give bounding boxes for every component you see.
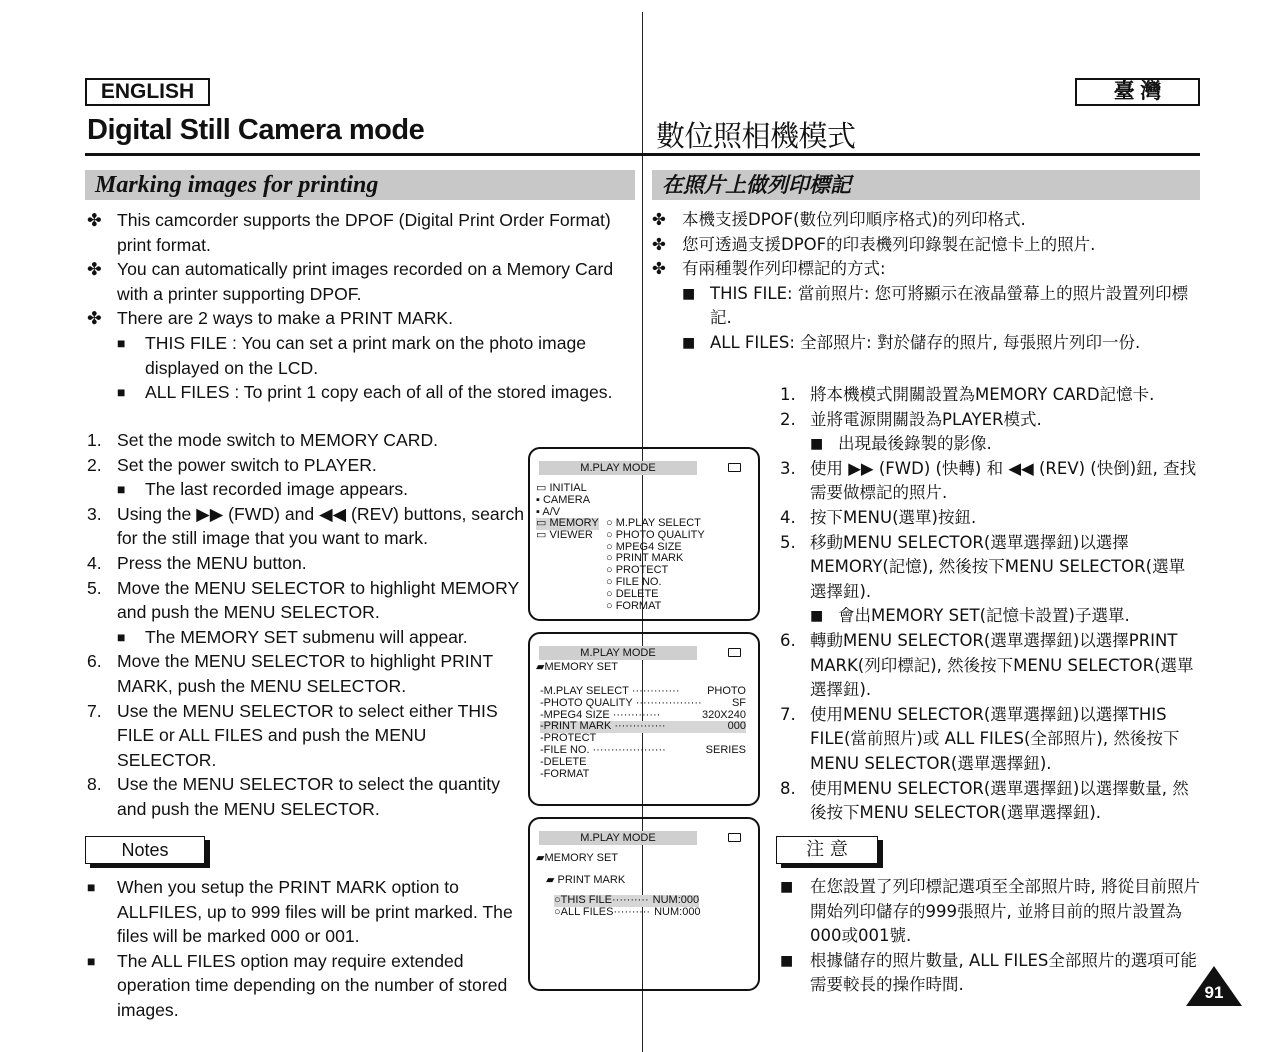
lcd-submenu-label: MPEG4 SIZE bbox=[615, 540, 682, 553]
option-value: NUM:000 bbox=[654, 905, 701, 918]
lcd-setting-row: - DELETE bbox=[540, 757, 746, 769]
lcd-setting-row: - FORMAT bbox=[540, 769, 746, 781]
setting-value: SF bbox=[731, 696, 746, 709]
step-item bbox=[780, 457, 1200, 506]
lcd-heading: ▰MEMORY SET bbox=[536, 852, 619, 864]
steps-list-en bbox=[87, 428, 527, 822]
step-item bbox=[87, 453, 527, 478]
setting-label: PHOTO QUALITY bbox=[543, 696, 633, 709]
item-text: 會出MEMORY SET(記憶卡設置)子選單. bbox=[838, 606, 1130, 626]
item-text: ALL FILES : To print 1 copy each of all of the stored images. bbox=[145, 382, 613, 403]
item-text: 本機支援DPOF(數位列印順序格式)的列印格式. bbox=[682, 210, 1026, 229]
leader-dots: ·········· bbox=[612, 894, 649, 906]
cross-bullet-icon: ✤ bbox=[87, 308, 102, 329]
leader-dots bbox=[586, 757, 746, 769]
page-title-en: Digital Still Camera mode bbox=[87, 114, 425, 146]
step-item bbox=[780, 383, 1200, 408]
leader-dots: ·············· bbox=[614, 721, 666, 733]
lcd-screen-print-mark bbox=[528, 817, 760, 991]
step-item bbox=[87, 649, 527, 698]
bullet-item bbox=[652, 233, 1192, 258]
page-number: 91 bbox=[1204, 983, 1224, 1002]
setting-value: 320X240 bbox=[701, 708, 746, 721]
option-label: THIS FILE bbox=[560, 894, 612, 906]
bullet-item bbox=[87, 208, 617, 257]
sub-bullet-item bbox=[87, 380, 617, 405]
leader-dots: ···················· bbox=[592, 745, 666, 756]
lcd-submenu-item: ○ M.PLAY SELECT bbox=[606, 517, 701, 529]
lcd-menu-item: ▭ MEMORY bbox=[536, 517, 599, 530]
step-number: 2. bbox=[87, 454, 102, 475]
cross-bullet-icon: ✤ bbox=[87, 259, 102, 280]
step-number: 1. bbox=[87, 430, 102, 450]
bullet-item bbox=[652, 257, 1192, 282]
lcd-setting-row: - PHOTO QUALITY ·················· SF bbox=[540, 696, 746, 709]
lcd-title: M.PLAY MODE bbox=[539, 461, 697, 475]
step-item bbox=[87, 699, 527, 773]
sub-bullet-item bbox=[87, 477, 527, 502]
note-text: 根據儲存的照片數量, ALL FILES全部照片的選項可能需要較長的操作時間. bbox=[810, 950, 1197, 995]
item-text: 使用 ▶▶ (FWD) (快轉) 和 ◀◀ (REV) (快倒)鈕, 查找需要做標記的照片. bbox=[810, 458, 1197, 503]
item-text: Use the MENU SELECTOR to select the quantity and push the MENU SELECTOR. bbox=[117, 774, 500, 819]
lcd-setting-row: - PRINT MARK ·············· 000 bbox=[540, 720, 746, 733]
step-number: 7. bbox=[780, 704, 796, 724]
bullet-item bbox=[652, 208, 1192, 233]
setting-label: FORMAT bbox=[543, 767, 590, 780]
step-number: 7. bbox=[87, 700, 102, 721]
lcd-menu-item: ▭ VIEWER bbox=[536, 529, 593, 542]
lcd-setting-row: - MPEG4 SIZE ············· 320X240 bbox=[540, 708, 746, 721]
bullet-item bbox=[87, 306, 617, 331]
item-text: Set the power switch to PLAYER. bbox=[117, 454, 377, 475]
square-bullet-icon: ■ bbox=[87, 952, 96, 969]
square-bullet-icon: ■ bbox=[87, 879, 96, 895]
item-text: ALL FILES: 全部照片: 對於儲存的照片, 每張照片列印一份. bbox=[710, 332, 1141, 352]
note-item bbox=[780, 875, 1200, 949]
item-text: 並將電源開關設為PLAYER模式. bbox=[810, 409, 1042, 429]
language-label-taiwan: 臺 灣 bbox=[1075, 78, 1200, 106]
sub-bullet-item bbox=[652, 331, 1192, 356]
square-bullet-icon: ■ bbox=[117, 628, 126, 645]
battery-icon bbox=[728, 833, 741, 842]
lcd-submenu-label: DELETE bbox=[615, 587, 659, 600]
memory-set-label: MEMORY SET bbox=[544, 852, 619, 864]
step-item bbox=[780, 506, 1200, 531]
lcd-heading: ▰MEMORY SET bbox=[536, 661, 619, 673]
item-text: Set the mode switch to MEMORY CARD. bbox=[117, 430, 439, 450]
lcd-submenu-item: ○ PHOTO QUALITY bbox=[606, 528, 705, 541]
item-text: This camcorder supports the DPOF (Digital Print Order Format) print format. bbox=[117, 210, 611, 255]
item-text: The last recorded image appears. bbox=[145, 479, 409, 500]
setting-label: M.PLAY SELECT bbox=[543, 685, 629, 697]
step-number: 5. bbox=[780, 532, 796, 552]
language-label-english: ENGLISH bbox=[85, 78, 210, 106]
sub-bullet-item bbox=[652, 282, 1192, 331]
lcd-menu-label: CAMERA bbox=[542, 493, 591, 506]
lcd-submenu-item: ○ FORMAT bbox=[606, 599, 662, 612]
square-bullet-icon: ■ bbox=[810, 608, 824, 625]
cross-bullet-icon: ✤ bbox=[652, 210, 666, 229]
setting-label: PROTECT bbox=[543, 732, 597, 745]
lcd-submenu-label: FILE NO. bbox=[615, 576, 662, 588]
bullet-item bbox=[87, 257, 617, 306]
square-bullet-icon: ■ bbox=[117, 481, 126, 498]
lcd-submenu-item: ○ PRINT MARK bbox=[606, 552, 684, 565]
steps-list-zh bbox=[780, 383, 1200, 826]
step-item bbox=[780, 777, 1200, 826]
item-text: 將本機模式開關設置為MEMORY CARD記憶卡. bbox=[810, 385, 1155, 404]
leader-dots: ············· bbox=[631, 686, 680, 697]
step-item bbox=[87, 576, 527, 625]
lcd-submenu-label: PRINT MARK bbox=[615, 552, 684, 565]
print-mark-label: PRINT MARK bbox=[557, 874, 626, 886]
square-bullet-icon: ■ bbox=[117, 334, 126, 351]
lcd-setting-row: - PROTECT bbox=[540, 733, 746, 745]
lcd-setting-row: - M.PLAY SELECT ············· PHOTO bbox=[540, 685, 746, 697]
step-item bbox=[87, 428, 527, 453]
cross-bullet-icon: ✤ bbox=[87, 210, 102, 230]
intro-list-en bbox=[87, 208, 617, 405]
lcd-menu-item: ▪ A/V bbox=[536, 505, 561, 518]
lcd-menu-label: MEMORY bbox=[549, 517, 599, 530]
step-number: 5. bbox=[87, 577, 102, 598]
lcd-title: M.PLAY MODE bbox=[539, 831, 697, 845]
step-number: 8. bbox=[87, 774, 102, 795]
cross-bullet-icon: ✤ bbox=[652, 234, 666, 254]
note-item bbox=[87, 949, 527, 1023]
lcd-submenu-label: M.PLAY SELECT bbox=[615, 517, 701, 529]
item-text: There are 2 ways to make a PRINT MARK. bbox=[117, 308, 454, 329]
section-heading-en: Marking images for printing bbox=[85, 170, 635, 200]
item-text: The MEMORY SET submenu will appear. bbox=[145, 626, 468, 647]
step-number: 6. bbox=[87, 651, 102, 672]
lcd-option-row: ○THIS FILE·········· NUM:000 bbox=[554, 894, 700, 906]
note-item bbox=[780, 949, 1200, 998]
item-text: 按下MENU(選單)按鈕. bbox=[810, 507, 977, 527]
note-text: The ALL FILES option may require extended operation time depending on the number of stored images. bbox=[117, 950, 508, 1020]
lcd-subheading: ▰ PRINT MARK bbox=[546, 874, 626, 886]
leader-dots: ·········· bbox=[613, 905, 651, 918]
lcd-submenu-label: PROTECT bbox=[615, 564, 669, 577]
lcd-menu-label: INITIAL bbox=[549, 482, 587, 494]
step-item bbox=[780, 408, 1200, 433]
leader-dots: ·················· bbox=[635, 697, 702, 709]
battery-icon bbox=[728, 463, 741, 472]
lcd-submenu-item: ○ MPEG4 SIZE bbox=[606, 540, 682, 553]
setting-value: PHOTO bbox=[707, 685, 746, 697]
notes-heading-en: Notes bbox=[85, 836, 205, 864]
step-number: 6. bbox=[780, 630, 796, 650]
lcd-submenu-item: ○ FILE NO. bbox=[606, 576, 662, 588]
memory-set-label: MEMORY SET bbox=[544, 661, 619, 673]
item-text: Move the MENU SELECTOR to highlight PRINT MARK, push the MENU SELECTOR. bbox=[117, 651, 493, 696]
setting-label: MPEG4 SIZE bbox=[543, 708, 610, 721]
section-heading-zh: 在照片上做列印標記 bbox=[652, 170, 1200, 200]
step-item bbox=[87, 551, 527, 576]
step-item bbox=[87, 772, 527, 821]
leader-dots: ············· bbox=[612, 709, 661, 721]
lcd-title: M.PLAY MODE bbox=[539, 646, 697, 660]
step-number: 4. bbox=[780, 507, 796, 527]
item-text: Move the MENU SELECTOR to highlight MEMORY and push the MENU SELECTOR. bbox=[117, 577, 519, 623]
item-text: THIS FILE : You can set a print mark on the photo image displayed on the LCD. bbox=[145, 332, 587, 378]
item-text: 使用MENU SELECTOR(選單選擇鈕)以選擇THIS FILE(當前照片)或 ALL FILES(全部照片), 然後按下MENU SELECTOR(選單選擇鈕). bbox=[810, 704, 1180, 773]
setting-value: SERIES bbox=[705, 744, 746, 756]
note-item bbox=[87, 875, 527, 949]
battery-icon bbox=[728, 648, 741, 657]
item-text: You can automatically print images recorded on a Memory Card with a printer supporting DPOF. bbox=[117, 259, 614, 304]
step-item bbox=[780, 531, 1200, 605]
item-text: 出現最後錄製的影像. bbox=[838, 434, 992, 454]
intro-list-zh bbox=[652, 208, 1192, 356]
square-bullet-icon: ■ bbox=[810, 436, 824, 453]
lcd-submenu-label: PHOTO QUALITY bbox=[615, 528, 705, 541]
lcd-menu-label: A/V bbox=[542, 505, 561, 518]
item-text: Using the ▶▶ (FWD) and ◀◀ (REV) buttons, search for the still image that you want to mark. bbox=[117, 503, 525, 549]
square-bullet-icon: ■ bbox=[117, 384, 126, 401]
lcd-screen-menu bbox=[528, 447, 760, 621]
step-item bbox=[780, 703, 1200, 777]
lcd-submenu-item: ○ DELETE bbox=[606, 587, 659, 600]
item-text: 使用MENU SELECTOR(選單選擇鈕)以選擇數量, 然後按下MENU SELECTOR(選單選擇鈕). bbox=[810, 778, 1189, 823]
item-text: Press the MENU button. bbox=[117, 552, 307, 573]
leader-dots bbox=[589, 769, 746, 781]
sub-bullet-item bbox=[780, 432, 1200, 457]
square-bullet-icon: ■ bbox=[682, 334, 696, 351]
lcd-submenu-item: ○ PROTECT bbox=[606, 564, 669, 577]
setting-label: FILE NO. bbox=[543, 744, 590, 756]
lcd-setting-row: - FILE NO. ···················· SERIES bbox=[540, 744, 746, 756]
page-title-zh: 數位照相機模式 bbox=[656, 119, 856, 153]
lcd-menu-item: ▭ INITIAL bbox=[536, 482, 587, 494]
square-bullet-icon: ■ bbox=[780, 952, 794, 969]
option-label: ALL FILES bbox=[560, 905, 614, 918]
square-bullet-icon: ■ bbox=[780, 879, 794, 895]
setting-label: DELETE bbox=[543, 755, 587, 768]
option-value: NUM:000 bbox=[652, 894, 700, 906]
step-number: 1. bbox=[780, 385, 796, 404]
lcd-menu-label: VIEWER bbox=[549, 529, 593, 542]
item-text: Use the MENU SELECTOR to select either THIS FILE or ALL FILES and push the MENU SELECTOR. bbox=[117, 700, 498, 770]
notes-heading-zh: 注 意 bbox=[776, 836, 878, 864]
item-text: 轉動MENU SELECTOR(選單選擇鈕)以選擇PRINT MARK(列印標記), 然後按下MENU SELECTOR(選單選擇鈕). bbox=[810, 630, 1194, 700]
square-bullet-icon: ■ bbox=[682, 285, 696, 302]
item-text: 有兩種製作列印標記的方式: bbox=[682, 259, 886, 279]
sub-bullet-item bbox=[87, 331, 617, 380]
step-number: 8. bbox=[780, 778, 796, 798]
lcd-screen-memory-set bbox=[528, 632, 760, 806]
item-text: 移動MENU SELECTOR(選單選擇鈕)以選擇MEMORY(記憶), 然後按下MENU SELECTOR(選單選擇鈕). bbox=[810, 532, 1186, 601]
title-rule bbox=[85, 153, 1200, 156]
sub-bullet-item bbox=[780, 604, 1200, 629]
lcd-submenu-label: FORMAT bbox=[615, 599, 662, 612]
lcd-option-row: ○ALL FILES·········· NUM:000 bbox=[554, 905, 701, 918]
lcd-menu-item: ▪ CAMERA bbox=[536, 493, 591, 506]
note-text: 在您設置了列印標記選項至全部照片時, 將從目前照片開始列印儲存的999張照片, 並將目前的照片設置為000或001號. bbox=[810, 877, 1200, 946]
step-item bbox=[780, 629, 1200, 703]
setting-label: PRINT MARK bbox=[543, 720, 612, 733]
notes-list-en bbox=[87, 875, 527, 1023]
step-number: 3. bbox=[780, 458, 796, 478]
sub-bullet-item bbox=[87, 625, 527, 650]
note-text: When you setup the PRINT MARK option to ALLFILES, up to 999 files will be print marked. The files will be marked 000 or 001. bbox=[117, 877, 513, 947]
setting-value: 000 bbox=[727, 720, 746, 733]
item-text: 您可透過支援DPOF的印表機列印錄製在記憶卡上的照片. bbox=[682, 234, 1096, 254]
step-item bbox=[87, 502, 527, 551]
item-text: THIS FILE: 當前照片: 您可將顯示在液晶螢幕上的照片設置列印標記. bbox=[710, 283, 1189, 328]
step-number: 2. bbox=[780, 409, 796, 429]
notes-list-zh bbox=[780, 875, 1200, 998]
step-number: 3. bbox=[87, 503, 102, 524]
cross-bullet-icon: ✤ bbox=[652, 259, 666, 279]
step-number: 4. bbox=[87, 552, 102, 573]
